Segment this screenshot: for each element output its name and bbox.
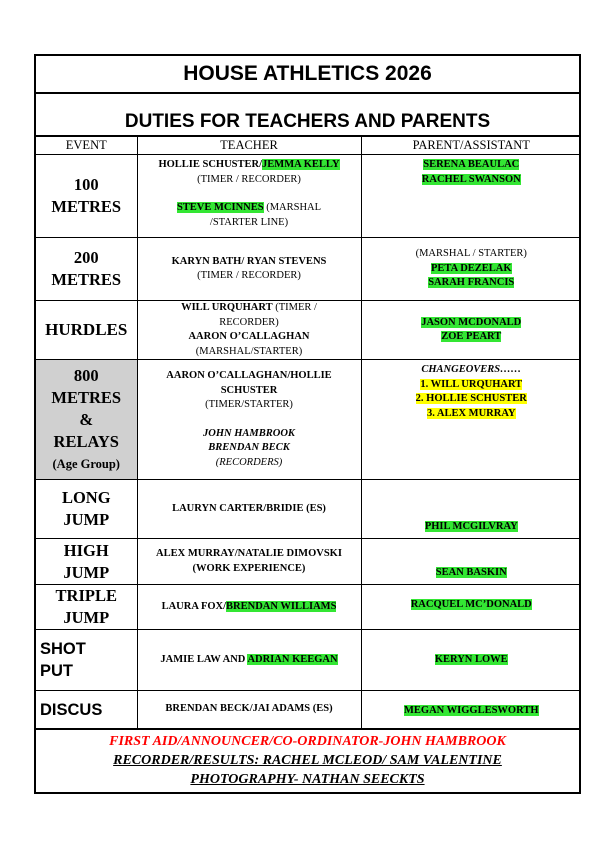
parent-name-highlight: RACHEL SWANSON xyxy=(421,173,521,185)
page-subtitle: DUTIES FOR TEACHERS AND PARENTS xyxy=(36,94,579,136)
teacher-name: BRENDAN BECK/JAI ADAMS (ES) xyxy=(165,703,333,715)
table-row xyxy=(36,539,581,585)
teacher-role: RECORDER) xyxy=(219,316,279,328)
teacher-name: HOLLIE SCHUSTER/ xyxy=(158,159,263,170)
footer-line-photography: PHOTOGRAPHY- NATHAN SEECKTS xyxy=(190,772,425,787)
teacher-name: SCHUSTER xyxy=(220,384,278,396)
footer-line-first-aid: FIRST AID/ANNOUNCER/CO-ORDINATOR-JOHN HAMBROOK xyxy=(109,734,506,749)
event-sublabel: (Age Group) xyxy=(52,456,120,471)
parent-name-highlight: SERENA BEAULAC xyxy=(423,159,520,170)
teacher-line xyxy=(138,600,361,615)
event-label: JUMP xyxy=(63,562,110,582)
teacher-line xyxy=(138,158,361,173)
teacher-cell xyxy=(137,301,361,360)
parent-name-highlight: PETA DEZELAK xyxy=(430,262,512,274)
teacher-role: (TIMER / RECORDER) xyxy=(197,270,301,281)
teacher-role: (MARSHAL xyxy=(263,202,322,213)
teacher-name-highlight: BRENDAN WILLIAMS xyxy=(226,600,337,612)
parent-name-highlight: 1. WILL URQUHART xyxy=(420,378,523,390)
event-label: 800 xyxy=(73,365,99,385)
parent-cell xyxy=(361,585,581,630)
teacher-role: (TIMER / RECORDER) xyxy=(197,173,301,185)
header-parent: PARENT/ASSISTANT xyxy=(361,137,581,155)
event-label: 100 xyxy=(73,175,99,194)
header-row xyxy=(36,137,581,155)
parent-cell xyxy=(361,630,581,691)
teacher-role: (TIMER/STARTER) xyxy=(205,399,293,410)
event-label: HIGH xyxy=(63,540,109,560)
parent-name-highlight: 2. HOLLIE SCHUSTER xyxy=(415,393,527,404)
parent-cell xyxy=(361,539,581,585)
parent-name-highlight: RACQUEL MC’DONALD xyxy=(410,599,532,610)
teacher-name: AARON O’CALLAGHAN/HOLLIE xyxy=(166,370,332,381)
event-label: LONG xyxy=(61,488,111,507)
table-row xyxy=(36,480,581,539)
parent-name-highlight: JASON MCDONALD xyxy=(421,316,522,328)
event-label: 200 xyxy=(73,248,99,267)
event-label: JUMP xyxy=(63,510,110,529)
event-cell xyxy=(36,585,137,630)
parent-cell xyxy=(361,480,581,539)
teacher-name: JAMIE LAW AND xyxy=(160,653,248,665)
event-label: HURDLES xyxy=(45,320,128,339)
parent-name-highlight: SARAH FRANCIS xyxy=(428,277,515,289)
event-label: TRIPLE xyxy=(55,586,117,605)
parent-cell xyxy=(361,360,581,480)
teacher-role: (WORK EXPERIENCE) xyxy=(192,562,306,574)
event-cell xyxy=(36,301,137,360)
table-row xyxy=(36,301,581,360)
event-label: RELAYS xyxy=(53,431,119,451)
parent-name-highlight: 3. ALEX MURRAY xyxy=(426,407,516,419)
parent-name-highlight: MEGAN WIGGLESWORTH xyxy=(403,705,539,716)
teacher-cell xyxy=(137,539,361,585)
event-cell xyxy=(36,539,137,585)
teacher-cell xyxy=(137,238,361,301)
teacher-line xyxy=(138,653,361,668)
teacher-name: WILL URQUHART xyxy=(181,302,273,313)
teacher-cell xyxy=(137,691,361,729)
event-label: PUT xyxy=(40,662,73,680)
event-cell xyxy=(36,155,137,238)
teacher-name-highlight: STEVE MCINNES xyxy=(176,202,264,213)
teacher-name: LAURA FOX/ xyxy=(161,600,227,612)
event-label: METRES xyxy=(51,270,122,289)
teacher-cell xyxy=(137,155,361,238)
footer xyxy=(36,729,579,792)
header-teacher: TEACHER xyxy=(137,137,361,155)
parent-cell xyxy=(361,238,581,301)
event-label: METRES xyxy=(51,387,122,407)
teacher-line xyxy=(138,301,361,316)
teacher-line xyxy=(138,201,361,216)
footer-line-recorder: RECORDER/RESULTS: RACHEL MCLEOD/ SAM VALENTINE xyxy=(113,753,502,768)
teacher-cell xyxy=(137,630,361,691)
parent-cell xyxy=(361,301,581,360)
table-row xyxy=(36,691,581,729)
table-row xyxy=(36,360,581,480)
event-cell xyxy=(36,360,137,480)
event-label: SHOT xyxy=(40,640,86,658)
parent-role: CHANGEOVERS…… xyxy=(421,364,522,375)
teacher-role: (RECORDERS) xyxy=(215,456,283,468)
teacher-name: LAURYN CARTER/BRIDIE (ES) xyxy=(172,502,326,514)
header-event: EVENT xyxy=(36,137,137,155)
teacher-role: (MARSHAL/STARTER) xyxy=(195,345,303,357)
teacher-name: ALEX MURRAY/NATALIE DIMOVSKI xyxy=(156,548,342,559)
teacher-cell xyxy=(137,480,361,539)
table-row xyxy=(36,155,581,238)
page-title: HOUSE ATHLETICS 2026 xyxy=(36,56,579,94)
table-row xyxy=(36,585,581,630)
teacher-name: JOHN HAMBROOK xyxy=(203,427,295,439)
teacher-role: (TIMER / xyxy=(272,302,317,313)
teacher-cell xyxy=(137,585,361,630)
teacher-name: KARYN BATH/ RYAN STEVENS xyxy=(171,255,327,267)
event-cell xyxy=(36,691,137,729)
parent-role: (MARSHAL / STARTER) xyxy=(415,248,527,260)
table-row xyxy=(36,238,581,301)
parent-cell xyxy=(361,155,581,238)
parent-name-highlight: ZOE PEART xyxy=(441,331,502,342)
event-label: & xyxy=(79,409,94,429)
teacher-name: BRENDAN BECK xyxy=(208,442,290,453)
event-cell xyxy=(36,480,137,539)
parent-cell xyxy=(361,691,581,729)
duties-sheet xyxy=(34,54,581,794)
event-label: DISCUS xyxy=(40,700,103,719)
parent-name-highlight: PHIL MCGILVRAY xyxy=(424,520,518,532)
table-row xyxy=(36,630,581,691)
teacher-name-highlight: ADRIAN KEEGAN xyxy=(247,653,338,665)
event-cell xyxy=(36,630,137,691)
teacher-role: /STARTER LINE) xyxy=(209,216,289,228)
event-label: JUMP xyxy=(63,608,110,627)
teacher-name-highlight: JEMMA KELLY xyxy=(262,159,340,170)
event-cell xyxy=(36,238,137,301)
parent-name-highlight: KERYN LOWE xyxy=(434,654,508,665)
teacher-cell xyxy=(137,360,361,480)
event-label: METRES xyxy=(51,197,122,216)
parent-name-highlight: SEAN BASKIN xyxy=(435,566,507,578)
teacher-name: AARON O’CALLAGHAN xyxy=(188,331,310,342)
duties-table xyxy=(36,136,581,729)
